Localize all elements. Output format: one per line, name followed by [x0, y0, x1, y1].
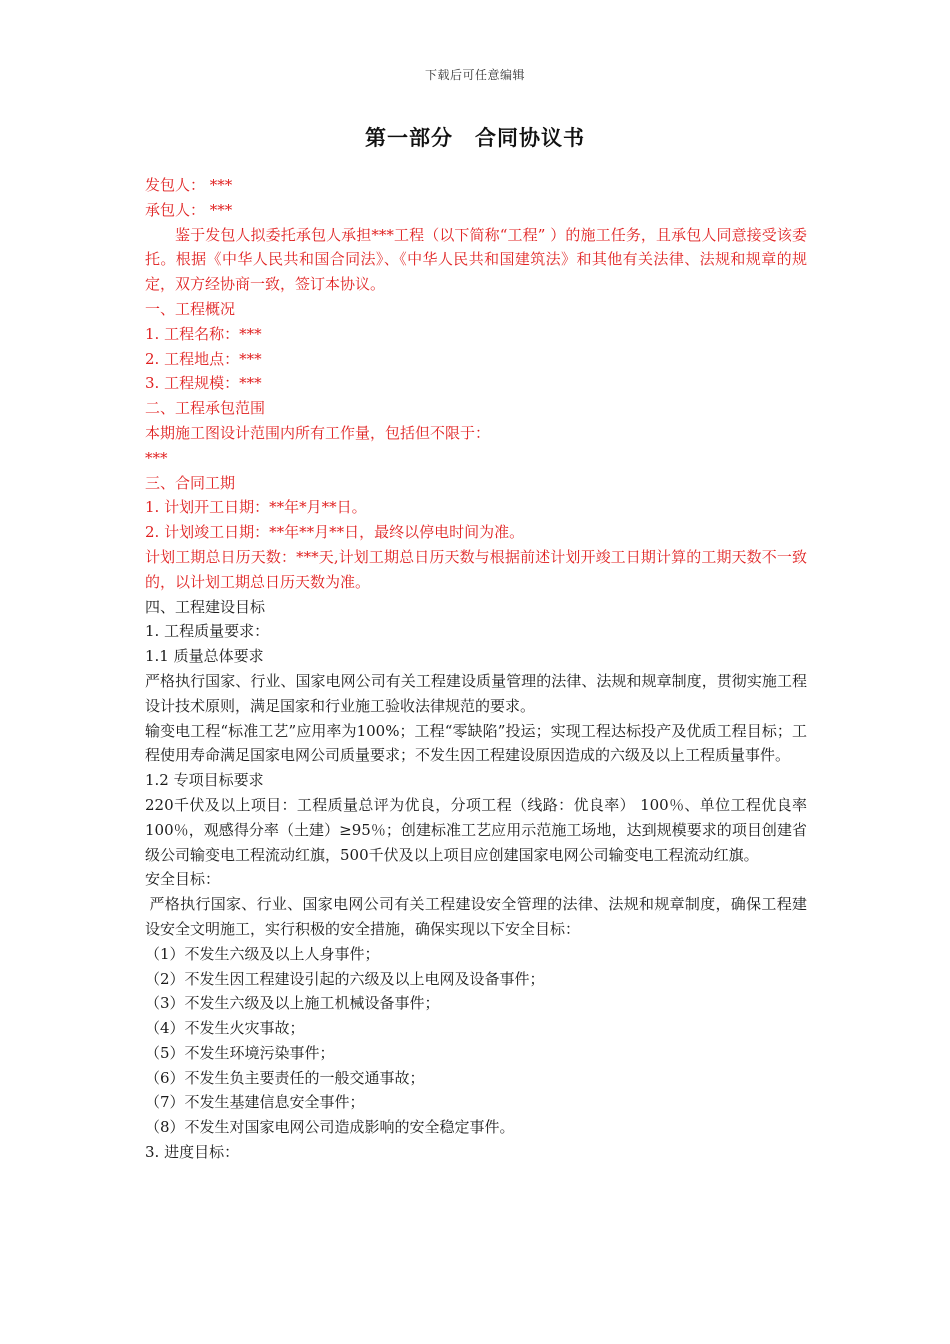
- text-line: 1.2 专项目标要求: [145, 771, 264, 790]
- paragraph: 输变电工程“标准工艺”应用率为100%；工程“零缺陷”投运；实现工程达标投产及优质工程目标；工程使用寿命满足国家电网公司质量要求；不发生因工程建设原因造成的六级及以上工程质量事件。: [145, 721, 807, 765]
- text-line: 二、工程承包范围: [145, 399, 266, 418]
- text-line: 安全目标：: [145, 870, 221, 889]
- text-line: （6）不发生负主要责任的一般交通事故；: [145, 1068, 425, 1087]
- text-line: 2. 工程地点：***: [145, 349, 262, 368]
- paragraph: 计划工期总日历天数：***天,计划工期总日历天数与根据前述计划开竣工日期计算的工期天数不一致的，以计划工期总日历天数为准。: [145, 547, 807, 591]
- text-line: 本期施工图设计范围内所有工作量，包括但不限于：: [145, 423, 491, 442]
- text-line: 1.1 质量总体要求: [145, 647, 264, 666]
- paragraph: 严格执行国家、行业、国家电网公司有关工程建设安全管理的法律、法规和规章制度，确保工程建设安全文明施工，实行积极的安全措施，确保实现以下安全目标：: [145, 895, 807, 938]
- text-line: 1. 工程质量要求：: [145, 622, 270, 641]
- document-body: [145, 173, 807, 1165]
- text-line: 1. 工程名称：***: [145, 324, 262, 343]
- page-title: 第一部分 合同协议书: [365, 126, 585, 150]
- text-line: 一、工程概况: [145, 299, 236, 318]
- text-line: （5）不发生环境污染事件；: [145, 1043, 335, 1062]
- text-line: （3）不发生六级及以上施工机械设备事件；: [145, 994, 440, 1013]
- text-line: 3. 进度目标：: [145, 1143, 240, 1162]
- text-line: 2. 计划竣工日期：**年**月**日，最终以停电时间为准。: [145, 523, 525, 542]
- text-line: 四、工程建设目标: [145, 597, 266, 616]
- text-line: （8）不发生对国家电网公司造成影响的安全稳定事件。: [145, 1118, 515, 1137]
- text-line: 3. 工程规模：***: [145, 374, 262, 393]
- paragraph: 220千伏及以上项目：工程质量总评为优良，分项工程（线路：优良率） 100％、单位工程优良率 100％，观感得分率（土建）≥95％；创建标准工艺应用示范施工场地，达到规模要求的项目创建省级公司输变电工程流动红旗，500千伏及以上项目应创建国家电网公司输变电工程流动红旗。: [145, 795, 807, 864]
- text-line: 发包人： ***: [145, 176, 233, 194]
- text-line: ***: [145, 448, 168, 467]
- paragraph: 严格执行国家、行业、国家电网公司有关工程建设质量管理的法律、法规和规章制度，贯彻实施工程设计技术原则，满足国家和行业施工验收法律规范的要求。: [145, 671, 807, 715]
- text-line: 承包人： ***: [145, 200, 233, 219]
- text-line: （1）不发生六级及以上人身事件；: [145, 944, 380, 963]
- text-line: 1. 计划开工日期：**年*月**日。: [145, 498, 367, 517]
- header-note: 下载后可任意编辑: [424, 68, 525, 82]
- text-line: 三、合同工期: [145, 473, 236, 492]
- text-line: （7）不发生基建信息安全事件；: [145, 1093, 365, 1112]
- text-line: （4）不发生火灾事故；: [145, 1019, 305, 1038]
- paragraph: 鉴于发包人拟委托承包人承担***工程（以下简称“工程” ）的施工任务，且承包人同意接受该委托。根据《中华人民共和国合同法》、《中华人民共和国建筑法》和其他有关法律、法规和规章的规定，双方经协商一致，签订本协议。: [145, 225, 807, 294]
- text-line: （2）不发生因工程建设引起的六级及以上电网及设备事件；: [145, 969, 545, 988]
